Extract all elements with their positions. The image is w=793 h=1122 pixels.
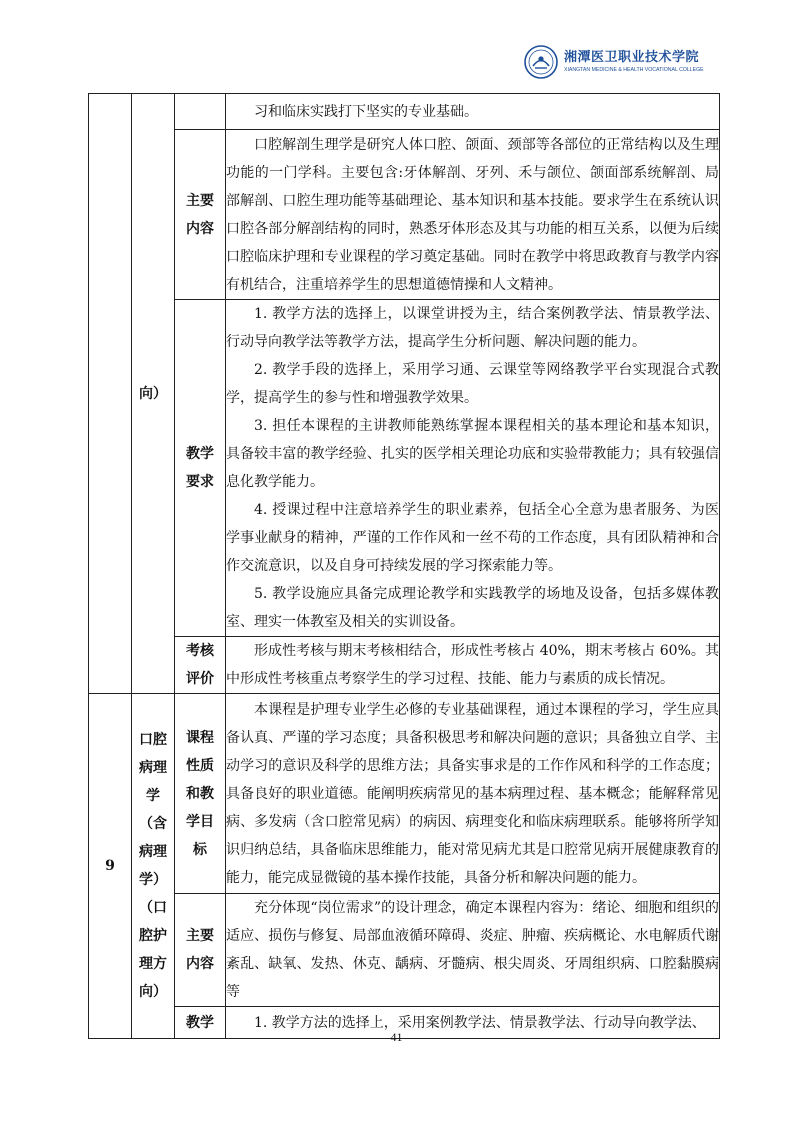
content-label-cell: 主要 内容 [175,130,226,300]
course-name-cell: 口腔 病理 学 （含 病理 学） （口 腔护 理方 向） [132,694,175,1039]
content-text-cell [226,130,720,300]
logo-english-name: XIANGTAN MEDICINE & HEALTH VOCATIONAL COLLEGE [564,67,704,73]
requirement-item: 1. 教学方法的选择上，以课堂讲授为主，结合案例教学法、情景教学法、行动导向教学法等教学方法，提高学生分析问题、解决问题的能力。 [226,306,719,350]
goal-text: 习和临床实践打下坚实的专业基础。 [254,103,478,120]
curriculum-table [88,93,720,1039]
table-row [89,694,720,894]
content-label-cell: 主要 内容 [175,894,226,1007]
logo-chinese-name: 湘潭医卫职业技术学院 [564,50,700,65]
assessment-text: 形成性考核与期末考核相结合，形成性考核占 40%，期末考核占 60%。其中形成性考核重点考察学生的学习过程、技能、能力与素质的成长情况。 [226,643,719,687]
table-row [89,130,720,300]
requirement-item: 1. 教学方法的选择上，采用案例教学法、情景教学法、行动导向教学法、 [254,1014,706,1031]
assessment-label-cell: 考核 评价 [175,637,226,694]
requirement-item: 5. 教学设施应具备完成理论教学和实践教学的场地及设备，包括多媒体教室、理实一体教室及相关的实训设备。 [226,586,719,630]
college-logo [524,44,714,80]
requirements-text-cell [226,300,720,637]
college-emblem-icon [524,45,558,79]
goal-label-cell [175,94,226,130]
row-number-cell: 9 [89,694,132,1039]
course-name-cell [132,94,175,694]
content-text: 充分体现“岗位需求”的设计理念，确定本课程内容为：绪论、细胞和组织的适应、损伤与修复、局部血液循环障碍、炎症、肿瘤、疾病概论、水电解质代谢紊乱、缺氧、发热、休克、龋病、牙髓病、根尖周炎、牙周组织病、口腔黏膜病等 [226,900,719,1000]
page-number: 41 [390,1030,403,1044]
requirement-item: 2. 教学手段的选择上，采用学习通、云课堂等网络教学平台实现混合式教学，提高学生的参与性和增强教学效果。 [226,362,719,406]
table-row [89,300,720,637]
goal-text-cell [226,94,720,130]
goal-text-cell [226,694,720,894]
content-text-cell [226,894,720,1007]
row-number-cell [89,94,132,694]
requirement-item: 4. 授课过程中注意培养学生的职业素养，包括全心全意为患者服务、为医学事业献身的精神，严谨的工作作风和一丝不苟的工作态度，具有团队精神和合作交流意识，以及自身可持续发展的学习探索能力等。 [226,502,719,574]
content-text: 口腔解剖生理学是研究人体口腔、颌面、颈部等各部位的正常结构以及生理功能的一门学科。主要包含:牙体解剖、牙列、禾与颌位、颌面部系统解剖、局部解剖、口腔生理功能等基础理论、基本知识和基本技能。要求学生在系统认识口腔各部分解剖结构的同时，熟悉牙体形态及其与功能的相互关系，以便为后续口腔临床护理和专业课程的学习奠定基础。同时在教学中将思政教育与教学内容有机结合，注重培养学生的思想道德情操和人文精神。 [226,136,719,293]
course-name-tail: 向） [139,385,167,402]
table-row [89,94,720,130]
goal-text: 本课程是护理专业学生必修的专业基础课程，通过本课程的学习，学生应具备认真、严谨的学习态度；具备积极思考和解决问题的意识；具备独立自学、主动学习的意识及科学的思维方法；具备实事求是的工作作风和科学的工作态度；具备良好的职业道德。能阐明疾病常见的基本病理过程、基本概念；能解释常见病、多发病（含口腔常见病）的病因、病理变化和临床病理联系。能够将所学知识归纳总结，具备临床思维能力，能对常见病尤其是口腔常见病开展健康教育的能力，能完成显微镜的基本操作技能，具备分析和解决问题的能力。 [226,701,719,886]
requirement-item: 3. 担任本课程的主讲教师能熟练掌握本课程相关的基本理论和基本知识，具备较丰富的教学经验、扎实的医学相关理论功底和实验带教能力；具有较强信息化教学能力。 [226,418,719,490]
assessment-text-cell [226,637,720,694]
goal-label-cell: 课程 性质 和教 学目 标 [175,694,226,894]
table-row [89,894,720,1007]
requirements-label-cell: 教学 [175,1007,226,1039]
requirements-label-cell: 教学 要求 [175,300,226,637]
table-row [89,637,720,694]
